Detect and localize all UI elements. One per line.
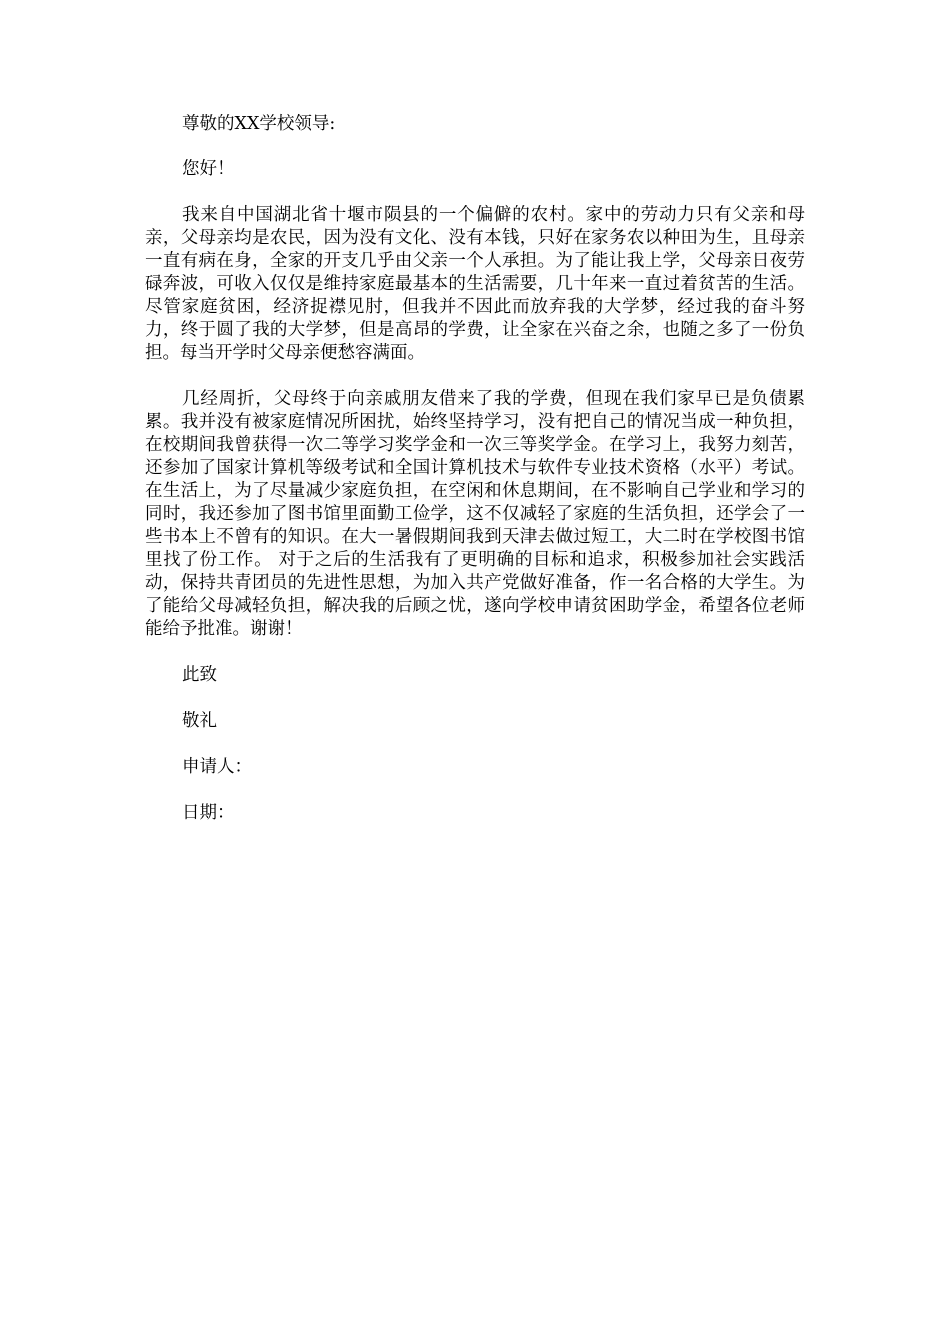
paragraph-family-background: 我来自中国湖北省十堰市陨县的一个偏僻的农村。家中的劳动力只有父亲和母亲，父母亲均是农民，因为没有文化、没有本钱，只好在家务农以种田为生，且母亲一直有病在身，全家的开支几乎由父亲一个人承担。为了能让我上学，父母亲日夜劳碌奔波，可收入仅仅是维持家庭最基本的生活需要，几十年来一直过着贫苦的生活。尽管家庭贫困，经济捉襟见肘，但我并不因此而放弃我的大学梦，经过我的奋斗努力，终于圆了我的大学梦，但是高昂的学费，让全家在兴奋之余，也随之多了一份负担。每当开学时父母亲便愁容满面。 xyxy=(145,205,805,363)
date-label: 日期： xyxy=(182,803,235,823)
closing-line-2: 敬礼 xyxy=(182,711,217,731)
paragraph-study-and-work: 几经周折，父母终于向亲戚朋友借来了我的学费，但现在我们家早已是负债累累。我并没有被家庭情况所困扰，始终坚持学习，没有把自己的情况当成一种负担，在校期间我曾获得一次二等学习奖学金和一次三等奖学金。在学习上，我努力刻苦，还参加了国家计算机等级考试和全国计算机技术与软件专业技术资格（水平）考试。 在生活上，为了尽量减少家庭负担，在空闲和休息期间，在不影响自己学业和学习的同时，我还参加了图书馆里面勤工俭学，这不仅减轻了家庭的生活负担，还学会了一些书本上不曾有的知识。在大一暑假期间我到天津去做过短工，大二时在学校图书馆里找了份工作。 对于之后的生活我有了更明确的目标和追求，积极参加社会实践活动，保持共青团员的先进性思想，为加入共产党做好准备，作一名合格的大学生。为了能给父母减轻负担，解决我的后顾之忧，遂向学校申请贫困助学金，希望各位老师能给予批准。谢谢！ xyxy=(145,389,805,639)
closing-line-1: 此致 xyxy=(182,665,217,685)
applicant-label: 申请人： xyxy=(182,757,252,777)
salutation: 尊敬的XX学校领导: xyxy=(182,114,336,134)
letter-body xyxy=(145,113,805,825)
greeting: 您好！ xyxy=(182,159,235,179)
